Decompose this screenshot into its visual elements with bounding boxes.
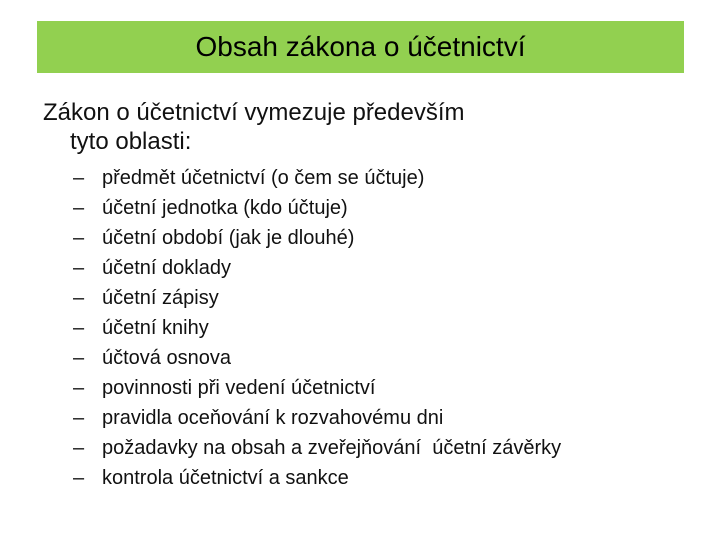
intro-paragraph	[43, 98, 683, 156]
list-item	[73, 223, 561, 253]
list-item	[73, 433, 561, 463]
intro-line-2: tyto oblasti:	[70, 128, 192, 155]
bullet-dash: –	[73, 317, 85, 339]
list-item	[73, 163, 561, 193]
list-item-text: povinnosti při vedení účetnictví	[102, 377, 376, 399]
list-item	[73, 253, 561, 283]
bullet-dash: –	[73, 167, 85, 189]
list-item	[73, 463, 561, 493]
list-item-text: účetní jednotka (kdo účtuje)	[102, 197, 348, 219]
list-item	[73, 193, 561, 223]
slide-title: Obsah zákona o účetnictví	[195, 31, 526, 62]
intro-line-1: Zákon o účetnictví vymezuje především	[43, 99, 465, 126]
bullet-dash: –	[73, 257, 85, 279]
list-item	[73, 283, 561, 313]
list-item-text: účtová osnova	[102, 347, 231, 369]
list-item-text: požadavky na obsah a zveřejňování účetní závěrky	[102, 437, 562, 459]
list-item-text: pravidla oceňování k rozvahovému dni	[102, 407, 444, 429]
topic-list	[73, 163, 561, 493]
title-banner	[37, 21, 684, 73]
list-item	[73, 403, 561, 433]
bullet-dash: –	[73, 347, 85, 369]
bullet-dash: –	[73, 197, 85, 219]
bullet-dash: –	[73, 377, 85, 399]
list-item	[73, 373, 561, 403]
list-item	[73, 343, 561, 373]
list-item-text: kontrola účetnictví a sankce	[102, 467, 349, 489]
list-item-text: účetní období (jak je dlouhé)	[102, 227, 355, 249]
list-item-text: účetní doklady	[102, 257, 231, 279]
bullet-dash: –	[73, 467, 85, 489]
bullet-dash: –	[73, 407, 85, 429]
list-item-text: předmět účetnictví (o čem se účtuje)	[102, 167, 425, 189]
list-item	[73, 313, 561, 343]
list-item-text: účetní zápisy	[102, 287, 219, 309]
bullet-dash: –	[73, 227, 85, 249]
bullet-dash: –	[73, 437, 85, 459]
bullet-dash: –	[73, 287, 85, 309]
list-item-text: účetní knihy	[102, 317, 209, 339]
